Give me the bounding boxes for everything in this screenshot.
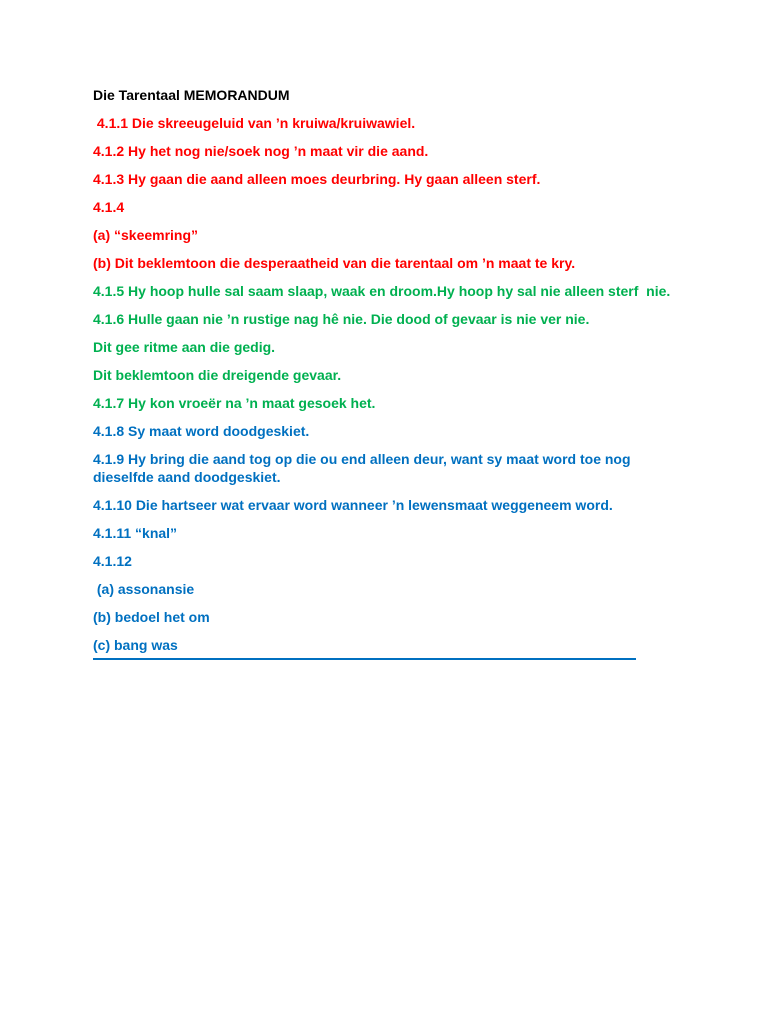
- document-title: Die Tarentaal MEMORANDUM: [93, 87, 290, 103]
- answer-4-1-11: 4.1.11 “knal”: [93, 525, 178, 541]
- answer-4-1-4-a: (a) “skeemring”: [93, 227, 199, 243]
- answer-4-1-2: 4.1.2 Hy het nog nie/soek nog ’n maat vir die aand.: [93, 143, 429, 159]
- answer-4-1-9: 4.1.9 Hy bring die aand tog op die ou end alleen deur, want sy maat word toe nog dieselfde aand doodgeskiet.: [93, 451, 635, 485]
- answer-4-1-4: 4.1.4: [93, 199, 125, 215]
- answer-4-1-12-b: (b) bedoel het om: [93, 609, 210, 625]
- answer-4-1-6: 4.1.6 Hulle gaan nie ’n rustige nag hê nie. Die dood of gevaar is nie ver nie.: [93, 311, 590, 327]
- answer-4-1-12: 4.1.12: [93, 553, 132, 569]
- answer-4-1-8: 4.1.8 Sy maat word doodgeskiet.: [93, 423, 310, 439]
- document-page: [93, 86, 693, 660]
- answer-4-1-1: 4.1.1 Die skreeugeluid van ’n kruiwa/kruiwawiel.: [93, 115, 416, 131]
- answer-4-1-12-a: (a) assonansie: [93, 581, 195, 597]
- answer-4-1-10: 4.1.10 Die hartseer wat ervaar word wanneer ’n lewensmaat weggeneem word.: [93, 497, 613, 513]
- horizontal-rule: [93, 658, 636, 660]
- answer-4-1-6-line2: Dit gee ritme aan die gedig.: [93, 339, 276, 355]
- answer-4-1-6-line3: Dit beklemtoon die dreigende gevaar.: [93, 367, 342, 383]
- answer-4-1-4-b: (b) Dit beklemtoon die desperaatheid van die tarentaal om ’n maat te kry.: [93, 255, 576, 271]
- answer-4-1-5: 4.1.5 Hy hoop hulle sal saam slaap, waak en droom.Hy hoop hy sal nie alleen sterf nie.: [93, 283, 671, 299]
- answer-4-1-7: 4.1.7 Hy kon vroeër na ’n maat gesoek het.: [93, 395, 376, 411]
- answer-4-1-3: 4.1.3 Hy gaan die aand alleen moes deurbring. Hy gaan alleen sterf.: [93, 171, 541, 187]
- answer-4-1-12-c: (c) bang was: [93, 637, 178, 653]
